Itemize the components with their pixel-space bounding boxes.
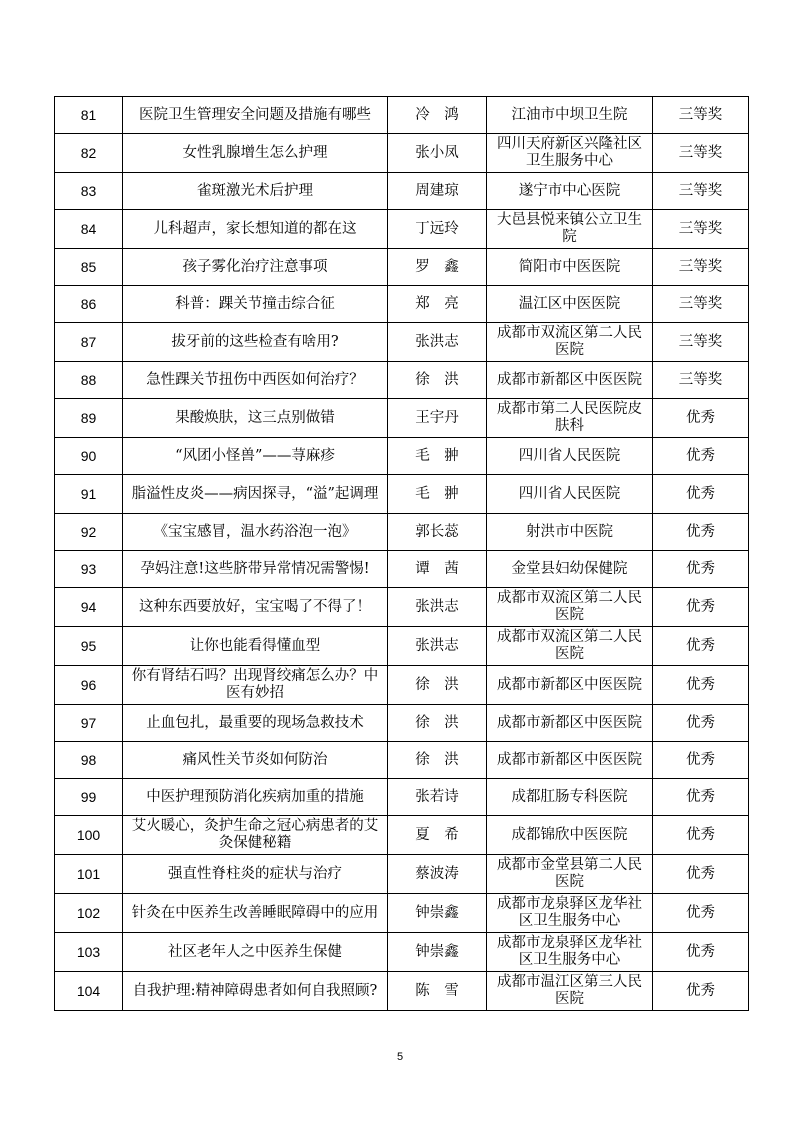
table-row [55,894,749,933]
table-row [55,362,749,399]
entry-unit: 大邑县悦来镇公立卫生院 [487,210,653,249]
entry-title: 强直性脊柱炎的症状与治疗 [123,855,388,894]
entry-author: 毛 翀 [388,438,487,475]
table-row [55,742,749,779]
entry-title: “风团小怪兽”——荨麻疹 [123,438,388,475]
entry-unit: 射洪市中医院 [487,514,653,551]
entry-title: 医院卫生管理安全问题及措施有哪些 [123,97,388,134]
table-row [55,475,749,514]
entry-number: 89 [55,399,123,438]
entry-number: 83 [55,173,123,210]
entry-award: 三等奖 [653,323,749,362]
entry-number: 91 [55,475,123,514]
entry-award: 优秀 [653,742,749,779]
entry-author: 陈 雪 [388,972,487,1011]
entry-title: 这种东西要放好，宝宝喝了不得了！ [123,588,388,627]
entry-number: 90 [55,438,123,475]
entry-award: 三等奖 [653,362,749,399]
entry-unit: 成都市龙泉驿区龙华社区卫生服务中心 [487,933,653,972]
entry-author: 谭 茜 [388,551,487,588]
entry-number: 84 [55,210,123,249]
entry-unit: 遂宁市中心医院 [487,173,653,210]
entry-unit: 金堂县妇幼保健院 [487,551,653,588]
entry-title: 孩子雾化治疗注意事项 [123,249,388,286]
entry-number: 87 [55,323,123,362]
entry-title: 儿科超声，家长想知道的都在这 [123,210,388,249]
table-row [55,779,749,816]
entry-author: 钟崇鑫 [388,894,487,933]
table-row [55,514,749,551]
entry-award: 优秀 [653,438,749,475]
table-row [55,323,749,362]
table-row [55,816,749,855]
awards-table-body [55,97,749,1011]
entry-award: 优秀 [653,705,749,742]
entry-title: 科普：踝关节撞击综合征 [123,286,388,323]
entry-number: 82 [55,134,123,173]
entry-number: 102 [55,894,123,933]
entry-author: 丁远玲 [388,210,487,249]
table-row [55,173,749,210]
entry-author: 徐 洪 [388,705,487,742]
entry-title: 社区老年人之中医养生保健 [123,933,388,972]
entry-author: 夏 希 [388,816,487,855]
entry-author: 王宇丹 [388,399,487,438]
entry-unit: 成都市金堂县第二人民医院 [487,855,653,894]
entry-number: 99 [55,779,123,816]
entry-number: 94 [55,588,123,627]
entry-unit: 成都肛肠专科医院 [487,779,653,816]
entry-award: 优秀 [653,666,749,705]
entry-title: 痛风性关节炎如何防治 [123,742,388,779]
entry-author: 徐 洪 [388,742,487,779]
entry-number: 104 [55,972,123,1011]
entry-author: 郭长蕊 [388,514,487,551]
entry-title: 自我护理:精神障碍患者如何自我照顾? [123,972,388,1011]
entry-author: 徐 洪 [388,666,487,705]
entry-award: 优秀 [653,933,749,972]
table-row [55,972,749,1011]
entry-award: 三等奖 [653,134,749,173]
entry-number: 85 [55,249,123,286]
entry-title: 孕妈注意!这些脐带异常情况需警惕! [123,551,388,588]
table-row [55,134,749,173]
entry-unit: 江油市中坝卫生院 [487,97,653,134]
entry-award: 三等奖 [653,173,749,210]
entry-title: 脂溢性皮炎——病因探寻，“溢”起调理 [123,475,388,514]
entry-award: 优秀 [653,627,749,666]
entry-title: 急性踝关节扭伤中西医如何治疗？ [123,362,388,399]
entry-author: 张洪志 [388,627,487,666]
entry-award: 三等奖 [653,210,749,249]
entry-author: 徐 洪 [388,362,487,399]
entry-number: 95 [55,627,123,666]
entry-unit: 成都锦欣中医医院 [487,816,653,855]
table-row [55,210,749,249]
entry-number: 98 [55,742,123,779]
entry-unit: 四川天府新区兴隆社区卫生服务中心 [487,134,653,173]
entry-author: 张小凤 [388,134,487,173]
entry-author: 毛 翀 [388,475,487,514]
page-number: 5 [396,1051,404,1063]
entry-author: 张洪志 [388,323,487,362]
entry-author: 蔡波涛 [388,855,487,894]
awards-table [54,96,749,1011]
entry-number: 96 [55,666,123,705]
table-row [55,399,749,438]
entry-unit: 成都市龙泉驿区龙华社区卫生服务中心 [487,894,653,933]
entry-title: 中医护理预防消化疾病加重的措施 [123,779,388,816]
entry-award: 优秀 [653,475,749,514]
table-row [55,249,749,286]
entry-title: 《宝宝感冒，温水药浴泡一泡》 [123,514,388,551]
entry-award: 优秀 [653,779,749,816]
entry-award: 优秀 [653,551,749,588]
entry-title: 女性乳腺增生怎么护理 [123,134,388,173]
entry-number: 93 [55,551,123,588]
entry-number: 100 [55,816,123,855]
table-row [55,551,749,588]
table-row [55,705,749,742]
entry-title: 拔牙前的这些检查有啥用? [123,323,388,362]
entry-unit: 成都市新都区中医医院 [487,362,653,399]
table-row [55,97,749,134]
entry-award: 优秀 [653,816,749,855]
entry-unit: 四川省人民医院 [487,438,653,475]
entry-number: 92 [55,514,123,551]
entry-unit: 成都市双流区第二人民医院 [487,588,653,627]
entry-title: 果酸焕肤，这三点别做错 [123,399,388,438]
entry-number: 103 [55,933,123,972]
table-row [55,666,749,705]
entry-title: 止血包扎，最重要的现场急救技术 [123,705,388,742]
entry-award: 优秀 [653,855,749,894]
entry-number: 81 [55,97,123,134]
entry-unit: 成都市新都区中医医院 [487,742,653,779]
entry-award: 三等奖 [653,249,749,286]
entry-unit: 成都市新都区中医医院 [487,666,653,705]
table-row [55,627,749,666]
entry-award: 优秀 [653,894,749,933]
entry-unit: 成都市新都区中医医院 [487,705,653,742]
entry-unit: 成都市双流区第二人民医院 [487,627,653,666]
entry-title: 你有肾结石吗？出现肾绞痛怎么办？中医有妙招 [123,666,388,705]
entry-unit: 成都市第二人民医院皮肤科 [487,399,653,438]
entry-number: 86 [55,286,123,323]
table-row [55,286,749,323]
table-row [55,855,749,894]
entry-unit: 四川省人民医院 [487,475,653,514]
entry-author: 罗 鑫 [388,249,487,286]
entry-award: 优秀 [653,972,749,1011]
entry-title: 让你也能看得懂血型 [123,627,388,666]
entry-title: 艾火暖心，灸护生命之冠心病患者的艾灸保健秘籍 [123,816,388,855]
entry-award: 优秀 [653,588,749,627]
entry-author: 郑 亮 [388,286,487,323]
entry-award: 三等奖 [653,286,749,323]
entry-author: 张洪志 [388,588,487,627]
entry-title: 雀斑激光术后护理 [123,173,388,210]
entry-title: 针灸在中医养生改善睡眠障碍中的应用 [123,894,388,933]
table-row [55,438,749,475]
entry-author: 周建琼 [388,173,487,210]
entry-award: 三等奖 [653,97,749,134]
entry-unit: 简阳市中医医院 [487,249,653,286]
table-row [55,933,749,972]
entry-author: 张若诗 [388,779,487,816]
entry-award: 优秀 [653,399,749,438]
entry-unit: 温江区中医医院 [487,286,653,323]
entry-author: 冷 鸿 [388,97,487,134]
entry-author: 钟崇鑫 [388,933,487,972]
table-row [55,588,749,627]
entry-number: 88 [55,362,123,399]
entry-award: 优秀 [653,514,749,551]
entry-unit: 成都市温江区第三人民医院 [487,972,653,1011]
entry-number: 101 [55,855,123,894]
entry-number: 97 [55,705,123,742]
entry-unit: 成都市双流区第二人民医院 [487,323,653,362]
